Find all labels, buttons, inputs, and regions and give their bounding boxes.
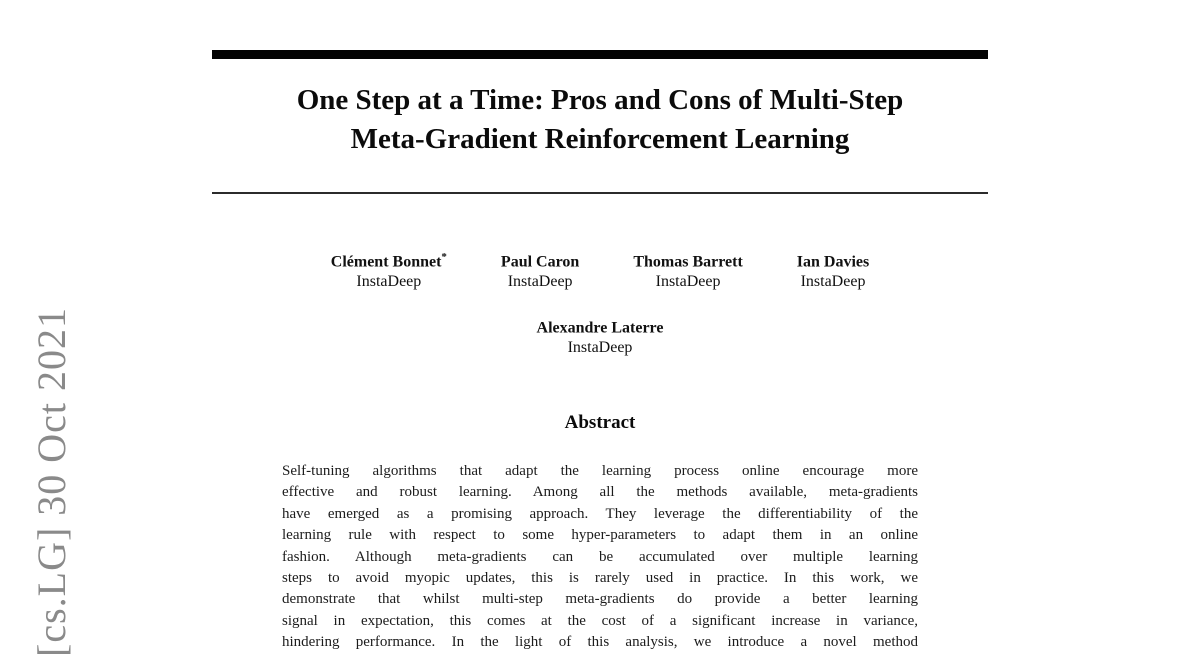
abstract-body <box>282 461 918 654</box>
authors-row-1 <box>0 247 1200 292</box>
authors-row-2 <box>0 313 1200 358</box>
author-name <box>331 247 447 272</box>
abstract-line: learning rule with respect to some hyper-parameters to adapt them in an online <box>282 527 918 544</box>
paper-title-line1: One Step at a Time: Pros and Cons of Multi-Step <box>296 84 904 116</box>
author-name <box>633 247 742 272</box>
abstract-line: Self-tuning algorithms that adapt the learning process online encourage more <box>282 463 918 479</box>
author-name-text: Paul Caron <box>500 253 580 271</box>
abstract-line: have emerged as a promising approach. They leverage the differentiability of the <box>282 505 918 522</box>
author-affiliation: InstaDeep <box>655 273 721 291</box>
author-name <box>537 313 664 338</box>
author-affiliation: InstaDeep <box>356 273 422 291</box>
paper-title <box>0 81 1200 159</box>
title-top-rule <box>212 50 988 59</box>
author-name-text: Ian Davies <box>796 253 870 271</box>
author-block-thomas-barrett <box>633 247 742 292</box>
author-name-text: Clément Bonnet <box>330 253 442 271</box>
abstract-line: fashion. Although meta-gradients can be accumulated over multiple learning <box>282 548 918 565</box>
abstract-line: demonstrate that whilst multi-step meta-gradients do provide a better learning <box>282 591 918 608</box>
title-bottom-rule <box>212 192 988 194</box>
author-affiliation: InstaDeep <box>507 273 573 291</box>
author-block-ian-davies <box>797 247 869 292</box>
author-block-paul-caron <box>501 247 579 292</box>
footnote-asterisk: * <box>441 251 447 263</box>
author-affiliation: InstaDeep <box>800 273 866 291</box>
author-block-alexandre-laterre <box>537 313 664 358</box>
abstract-heading: Abstract <box>564 412 636 433</box>
author-block-clement-bonnet <box>331 247 447 292</box>
paper-title-line2: Meta-Gradient Reinforcement Learning <box>350 123 850 155</box>
author-name-text: Thomas Barrett <box>633 253 743 271</box>
abstract-line: signal in expectation, this comes at the cost of a significant increase in variance, <box>282 612 918 629</box>
author-name <box>501 247 579 272</box>
arxiv-watermark: [cs.LG] 30 Oct 2021 <box>29 306 74 657</box>
abstract-line: hindering performance. In the light of this analysis, we introduce a novel method <box>282 634 918 651</box>
author-name-text: Alexandre Laterre <box>536 319 664 337</box>
abstract-line: steps to avoid myopic updates, this is rarely used in practice. In this work, we <box>282 569 918 586</box>
author-affiliation: InstaDeep <box>567 339 633 357</box>
abstract-line: effective and robust learning. Among all the methods available, meta-gradients <box>282 484 918 501</box>
author-name <box>797 247 869 272</box>
